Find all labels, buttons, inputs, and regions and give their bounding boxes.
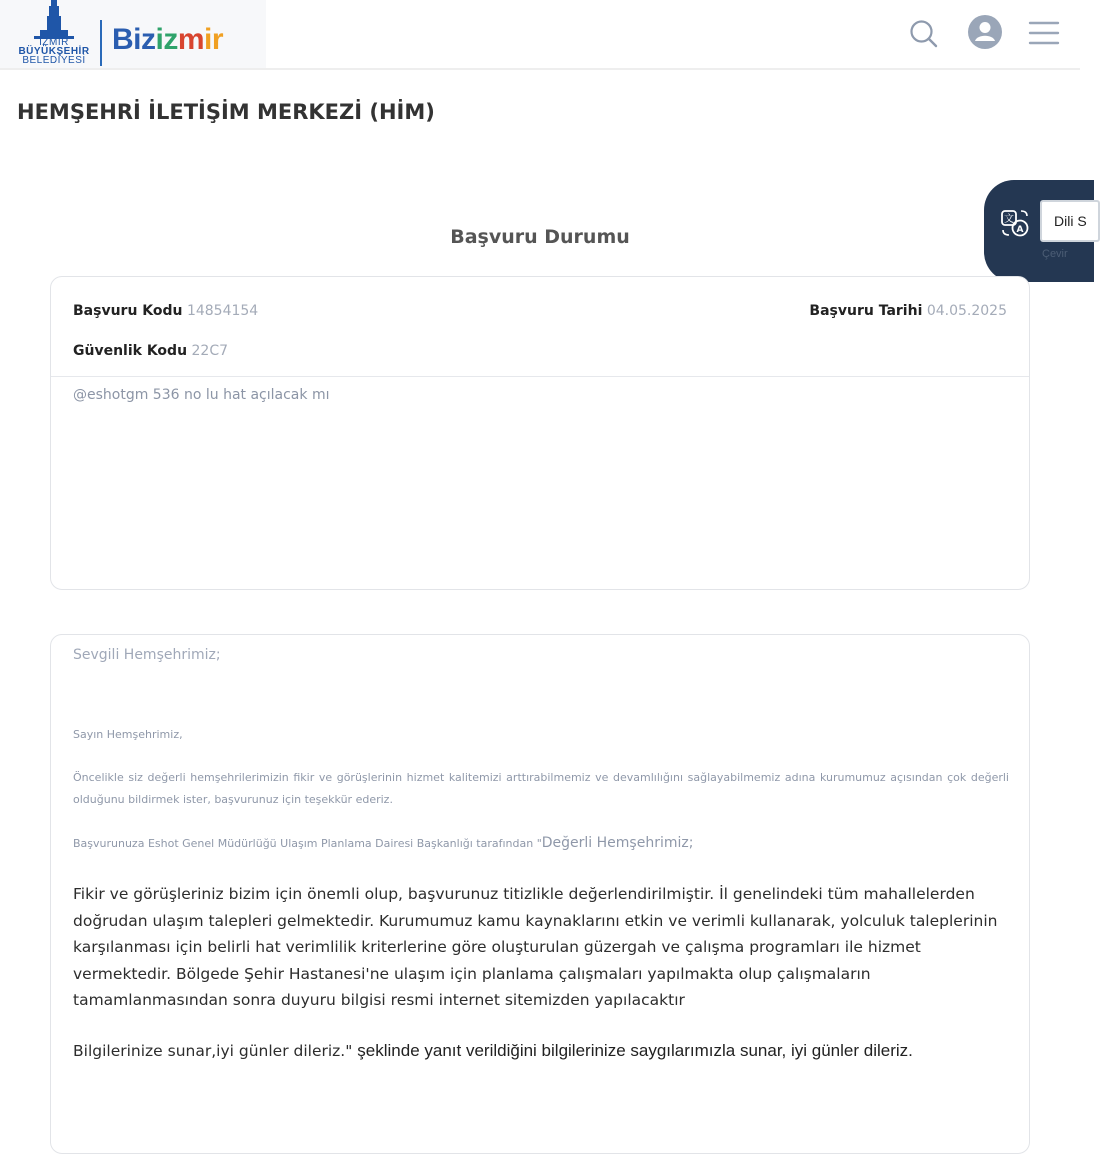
application-date-value: 04.05.2025 (926, 303, 1007, 319)
logo-divider (100, 20, 102, 66)
response-salutation: Sayın Hemşehrimiz, (73, 728, 183, 741)
svg-text:A: A (1016, 225, 1024, 235)
logo[interactable] (0, 0, 266, 68)
clock-tower-icon (18, 0, 90, 40)
section-heading: Başvuru Durumu (450, 226, 630, 248)
user-icon[interactable] (967, 14, 1003, 50)
logo-line-1: İZMİR (39, 37, 69, 48)
application-code-value: 14854154 (186, 303, 259, 319)
menu-icon[interactable] (1028, 20, 1060, 46)
application-code-label: Başvuru Kodu (73, 303, 183, 319)
response-card (50, 634, 1030, 1154)
response-forward: Başvurunuza Eshot Genel Müdürlüğü Ulaşım Planlama Dairesi Başkanlığı tarafından "Değerli Hemşehrimiz; (73, 835, 694, 851)
security-code-label: Güvenlik Kodu (73, 343, 188, 359)
application-code (73, 303, 258, 319)
izmir-emblem (18, 0, 90, 68)
bizizmir-wordmark: Bizizmir (112, 23, 224, 56)
application-date (809, 303, 1007, 319)
logo-line-2: BÜYÜKŞEHİR (18, 46, 90, 57)
application-date-label: Başvuru Tarihi (809, 303, 923, 319)
search-icon[interactable] (908, 18, 940, 50)
application-message: @eshotgm 536 no lu hat açılacak mı (73, 387, 330, 403)
security-code-value: 22C7 (191, 343, 228, 359)
card-divider (51, 376, 1029, 377)
response-closing: Bilgilerinize sunar,iyi günler dileriz." şeklinde yanıt verildiğini bilgilerinize saygılarımızla sunar, iyi günler dileriz. (73, 1041, 913, 1060)
svg-text:文: 文 (1004, 214, 1014, 225)
logo-line-3: BELEDİYESİ (22, 55, 86, 66)
top-header (0, 0, 1080, 70)
application-card (50, 276, 1030, 590)
security-code (73, 343, 228, 359)
language-select[interactable]: Dili S (1040, 200, 1100, 242)
page-title: HEMŞEHRİ İLETİŞİM MERKEZİ (HİM) (17, 100, 435, 124)
translate-label: Çevir (1042, 248, 1068, 260)
response-intro: Öncelikle siz değerli hemşehrilerimizin fikir ve görüşlerinin hizmet kalitemizi arttırabilmemiz ve devamlılığını sağlayabilmemiz adına kurumumuz açısından çok değerli olduğunu bildirmek ister, başvurunuz için teşekkür ederiz. (73, 771, 1009, 806)
response-greeting: Sevgili Hemşehrimiz; (73, 647, 221, 663)
response-body: Fikir ve görüşleriniz bizim için önemli olup, başvurunuz titizlikle değerlendirilmiştir. İl genelindeki tüm mahallelerden doğrudan ulaşım talepleri gelmektedir. Kurumumuz kamu kaynaklarını etkin ve verimli kullanarak, yolculuk taleplerinin karşılanması için belirli hat verimlilik kriterlerine göre oluşturulan güzergah ve çalışma programları ile hizmet vermektedir. Bölgede Şehir Hastanesi'ne ulaşım için planlama çalışmaları yapılmakta olup çalışmaların tamamlanmasından sonra duyuru bilgisi resmi internet sitemizden yapılacaktır (73, 885, 998, 1009)
